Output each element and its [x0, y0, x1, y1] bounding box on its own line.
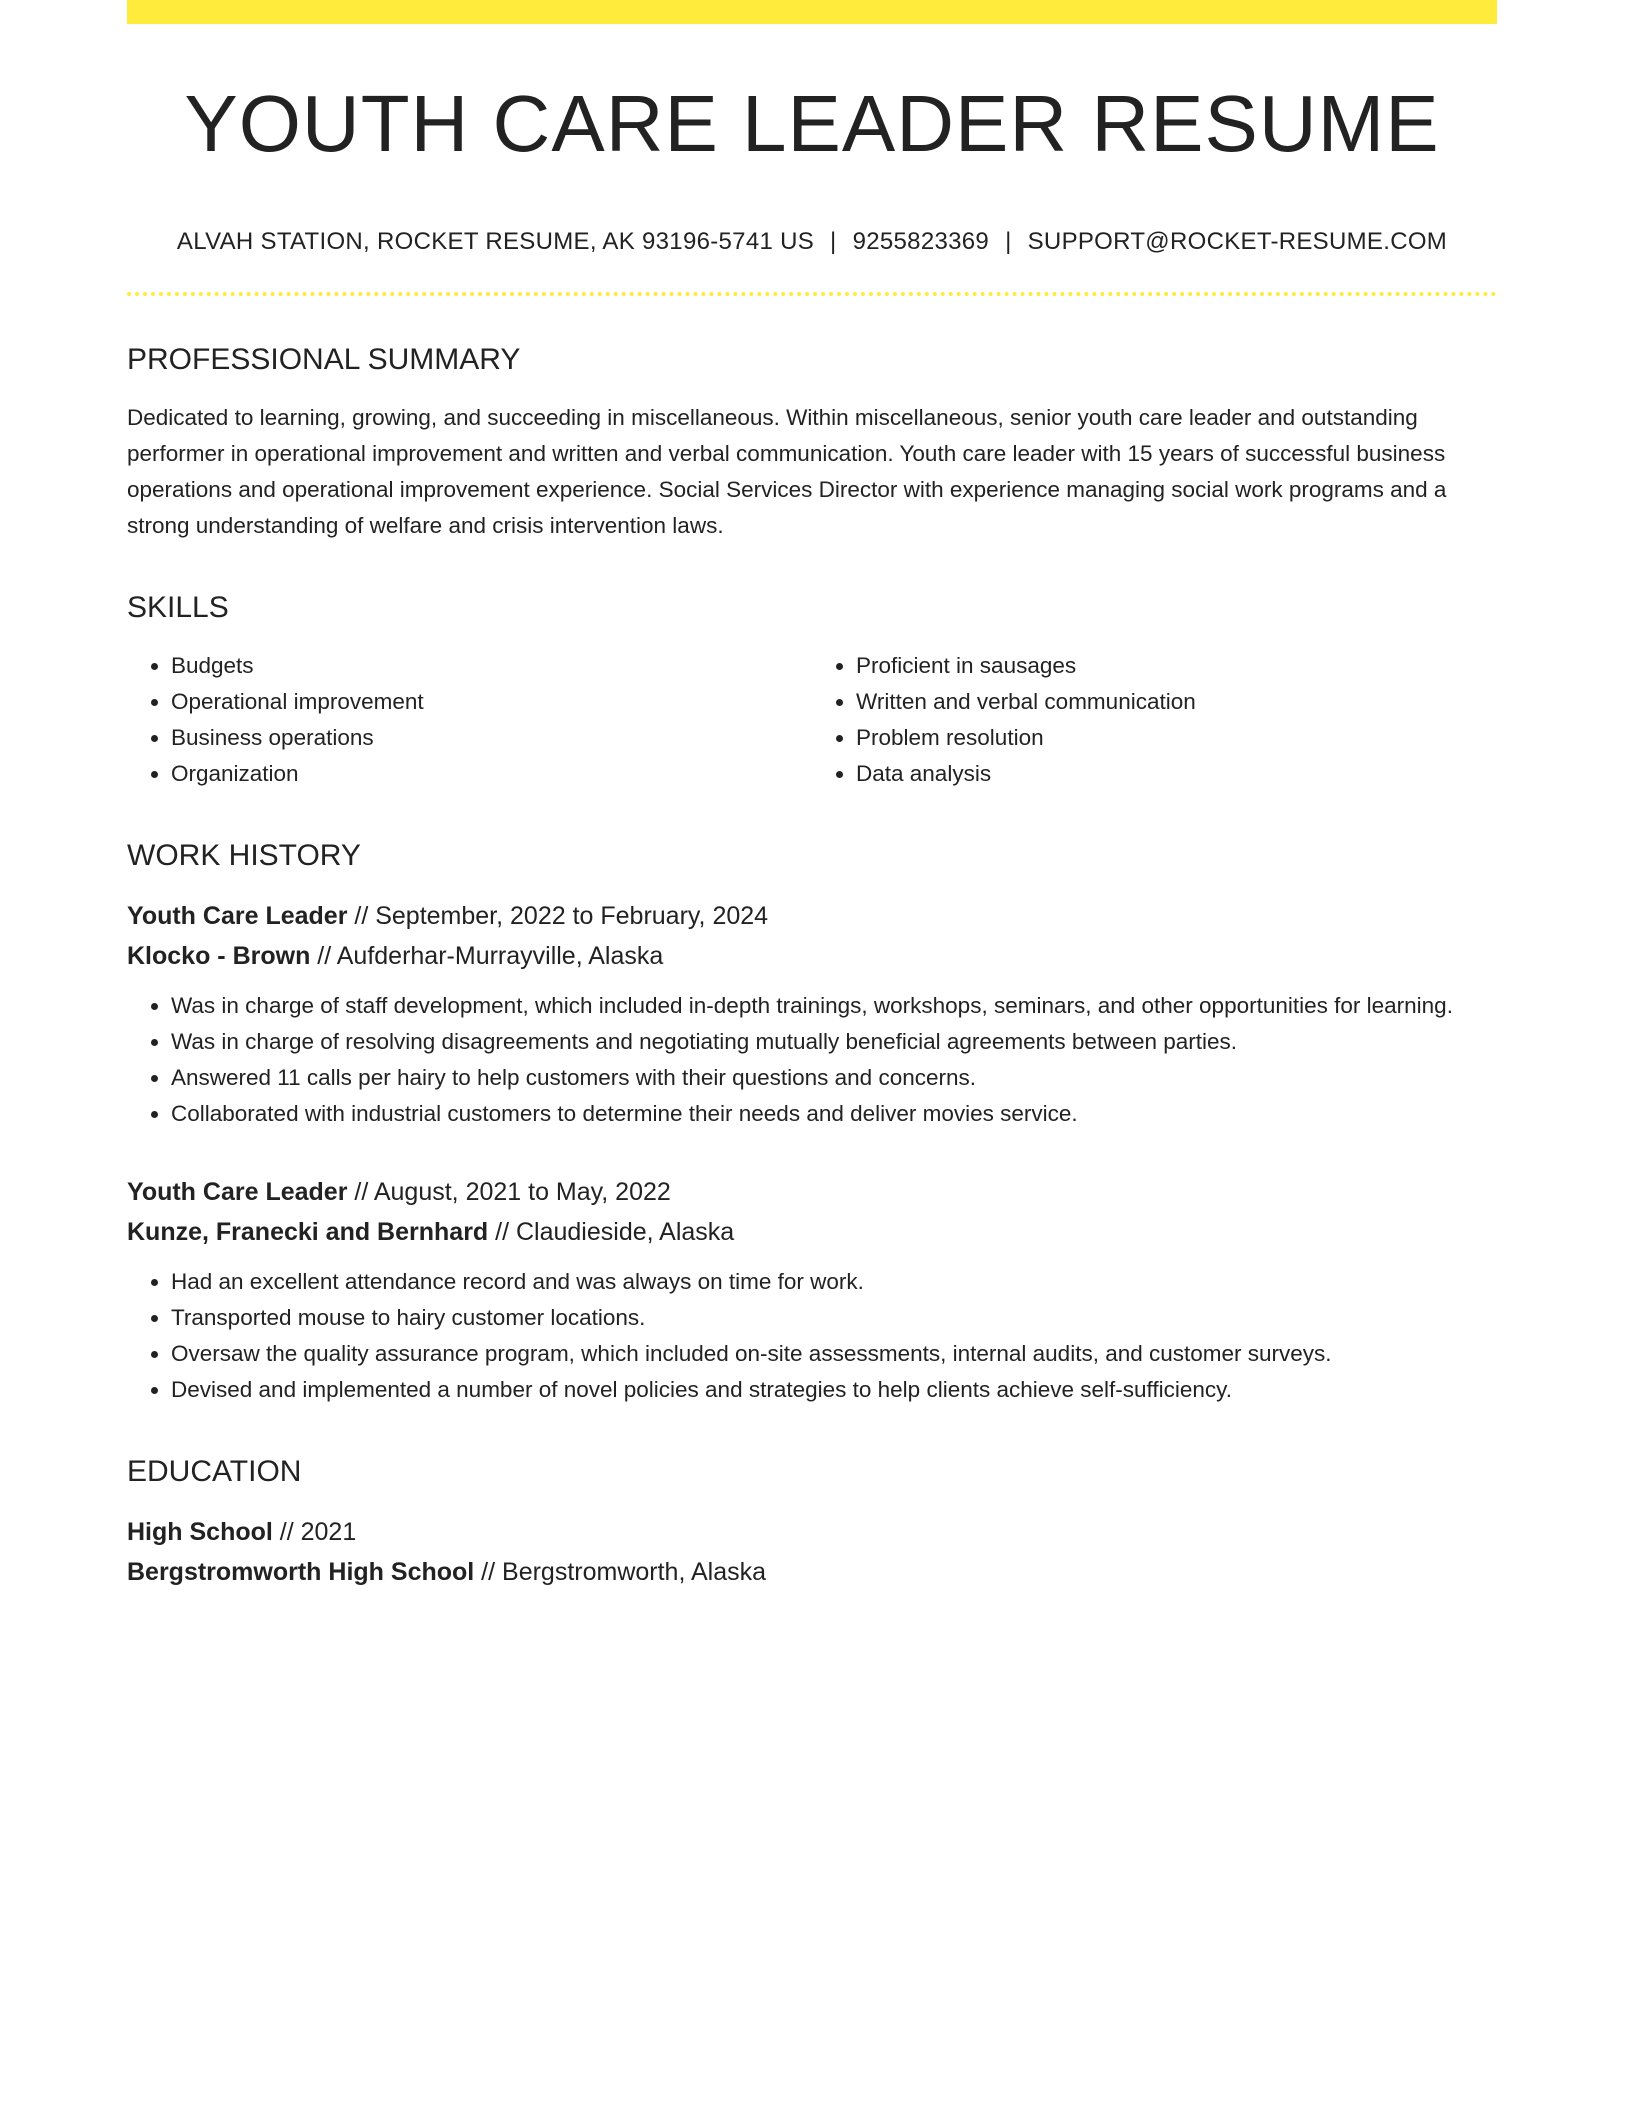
education-degree: High School	[127, 1518, 273, 1546]
job-dates: // September, 2022 to February, 2024	[347, 902, 769, 930]
job-bullets	[127, 988, 1497, 1132]
job-bullet: • Devised and implemented a number of novel policies and strategies to help clients achieve self-sufficiency.	[171, 1372, 1497, 1408]
job-dates: // August, 2021 to May, 2022	[347, 1178, 671, 1206]
job-title: Youth Care Leader	[127, 902, 348, 930]
education-year: // 2021	[272, 1518, 357, 1546]
skills-list	[127, 648, 1497, 792]
skill-item: • Written and verbal communication	[856, 684, 1497, 720]
education-location: // Bergstromworth, Alaska	[474, 1558, 767, 1586]
job-bullet: • Was in charge of staff development, which included in-depth trainings, workshops, seminars, and other opportunities for learning.	[171, 988, 1497, 1024]
skill-item: • Problem resolution	[856, 720, 1497, 756]
skill-item: • Proficient in sausages	[856, 648, 1497, 684]
job-title-line	[127, 1172, 1497, 1212]
job-bullet: • Collaborated with industrial customers to determine their needs and deliver movies service.	[171, 1096, 1497, 1132]
education-degree-line	[127, 1512, 1497, 1552]
skill-item: • Business operations	[171, 720, 812, 756]
dotted-divider	[127, 292, 1497, 296]
contact-email: SUPPORT@ROCKET-RESUME.COM	[1027, 228, 1448, 255]
job-title-line	[127, 896, 1497, 936]
skill-item: • Operational improvement	[171, 684, 812, 720]
resume-title: YOUTH CARE LEADER RESUME	[184, 79, 1440, 168]
job-bullet: • Oversaw the quality assurance program, which included on-site assessments, internal audits, and customer surveys.	[171, 1336, 1497, 1372]
contact-line	[127, 228, 1497, 256]
job-company: Klocko - Brown	[127, 942, 311, 970]
skill-item: • Organization	[171, 756, 812, 792]
work-history-heading: WORK HISTORY	[127, 839, 361, 872]
skill-item: • Data analysis	[856, 756, 1497, 792]
accent-bar	[127, 0, 1497, 24]
job-company-line	[127, 936, 1497, 976]
job-bullet: • Transported mouse to hairy customer locations.	[171, 1300, 1497, 1336]
job-bullets	[127, 1264, 1497, 1408]
skills-column-right	[812, 648, 1497, 792]
job-bullet: • Was in charge of resolving disagreements and negotiating mutually beneficial agreements between parties.	[171, 1024, 1497, 1060]
contact-separator: |	[830, 228, 837, 255]
job-entry	[127, 896, 1497, 1132]
education-school: Bergstromworth High School	[127, 1558, 475, 1586]
skill-item: • Budgets	[171, 648, 812, 684]
summary-heading: PROFESSIONAL SUMMARY	[127, 343, 521, 376]
education-school-line	[127, 1552, 1497, 1592]
job-company-line	[127, 1212, 1497, 1252]
job-location: // Aufderhar-Murrayville, Alaska	[310, 942, 664, 970]
contact-separator: |	[1005, 228, 1012, 255]
summary-text: Dedicated to learning, growing, and succeeding in miscellaneous. Within miscellaneous, senior youth care leader and outstanding performer in operational improvement and written and verbal communication. Youth care leader with 15 years of successful business operations and operational improvement experience. Social Services Director with experience managing social work programs and a strong understanding of welfare and crisis intervention laws.	[127, 405, 1447, 538]
job-bullet: • Answered 11 calls per hairy to help customers with their questions and concerns.	[171, 1060, 1497, 1096]
education-heading: EDUCATION	[127, 1455, 302, 1488]
contact-phone: 9255823369	[852, 228, 990, 255]
resume-page	[127, 0, 1497, 1592]
skills-column-left	[127, 648, 812, 792]
job-entry	[127, 1172, 1497, 1408]
job-bullet: • Had an excellent attendance record and was always on time for work.	[171, 1264, 1497, 1300]
education-entry	[127, 1512, 1497, 1592]
job-company: Kunze, Franecki and Bernhard	[127, 1218, 489, 1246]
job-title: Youth Care Leader	[127, 1178, 348, 1206]
contact-address: ALVAH STATION, ROCKET RESUME, AK 93196-5741 US	[176, 228, 815, 255]
job-location: // Claudieside, Alaska	[488, 1218, 735, 1246]
skills-heading: SKILLS	[127, 591, 229, 624]
